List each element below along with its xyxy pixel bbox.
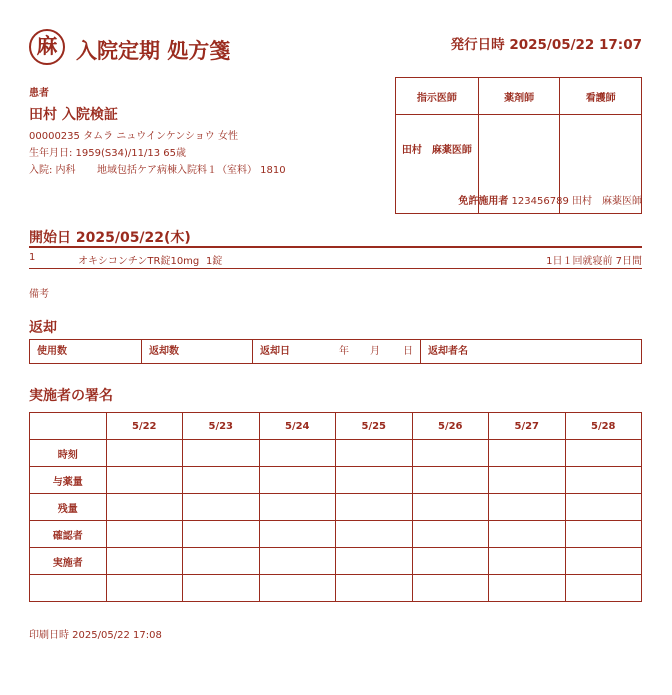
sig-cell [106, 521, 183, 548]
sig-cell [336, 440, 413, 467]
sig-cell [106, 467, 183, 494]
sig-cell [336, 494, 413, 521]
patient-birth-line: 生年月日: 1959(S34)/11/13 65歳 [29, 148, 186, 159]
sig-cell [183, 467, 260, 494]
sig-cell [259, 494, 336, 521]
sig-cell [336, 575, 413, 602]
sig-cell [412, 548, 489, 575]
sig-cell [489, 521, 566, 548]
signature-row-dose [30, 467, 642, 494]
used-count-cell [30, 340, 142, 363]
divider [29, 246, 642, 248]
sig-cell [106, 548, 183, 575]
sig-cell [565, 440, 642, 467]
signature-row-time [30, 440, 642, 467]
rx-drug: オキシコンチンTR錠10mg [78, 256, 200, 267]
sig-cell [336, 548, 413, 575]
sig-cell [489, 467, 566, 494]
sig-cell [183, 494, 260, 521]
sig-cell [259, 521, 336, 548]
row-label: 実施者 [30, 548, 107, 575]
sig-cell [259, 467, 336, 494]
row-label: 与薬量 [30, 467, 107, 494]
row-label: 確認者 [30, 521, 107, 548]
date-cell: 5/28 [565, 413, 642, 440]
sig-cell [336, 467, 413, 494]
printed-datetime: 印刷日時 2025/05/22 17:08 [29, 630, 162, 641]
return-title: 返却 [29, 320, 57, 336]
return-table [29, 339, 642, 364]
header-pharmacist: 薬剤師 [478, 78, 560, 115]
patient-label: 患者 [29, 88, 49, 99]
issued-label: 発行日時 [450, 37, 505, 53]
license-line [458, 192, 642, 207]
row-label: 残量 [30, 494, 107, 521]
used-count-label: 使用数 [37, 346, 67, 357]
corner-cell [30, 413, 107, 440]
divider [29, 268, 642, 269]
sig-cell [183, 548, 260, 575]
narcotic-stamp: 麻 [29, 29, 65, 65]
admission-dept: 入院: 内科 [29, 165, 76, 176]
remarks-label: 備考 [29, 289, 49, 300]
sig-cell [259, 440, 336, 467]
sig-cell [489, 575, 566, 602]
date-cell: 5/25 [336, 413, 413, 440]
sig-cell [412, 467, 489, 494]
year-label: 年 [339, 346, 349, 357]
sig-cell [259, 575, 336, 602]
returner-label: 返却者名 [428, 346, 468, 357]
date-cell: 5/23 [183, 413, 260, 440]
patient-name: 田村 入院検証 [29, 107, 118, 123]
sig-cell [336, 521, 413, 548]
start-date: 開始日 2025/05/22(木) [29, 230, 191, 246]
header-doctor: 指示医師 [396, 78, 479, 115]
issued-value: 2025/05/22 17:07 [509, 37, 642, 53]
admission-ward: 地域包括ケア病棟入院料１（室料） 1810 [97, 165, 286, 176]
sig-cell [565, 467, 642, 494]
day-label: 日 [403, 346, 413, 357]
row-label [30, 575, 107, 602]
sig-cell [412, 575, 489, 602]
returned-count-cell [142, 340, 253, 363]
doctor-name: 田村 麻薬医師 [396, 115, 479, 214]
signature-row-checker [30, 521, 642, 548]
date-cell: 5/27 [489, 413, 566, 440]
returned-count-label: 返却数 [149, 346, 179, 357]
sig-cell [489, 440, 566, 467]
sig-cell [183, 440, 260, 467]
signature-row-administrator [30, 548, 642, 575]
sig-cell [412, 494, 489, 521]
sig-cell [565, 494, 642, 521]
rx-usage: 1日１回就寝前 7日間 [546, 256, 642, 267]
sig-cell [106, 494, 183, 521]
rx-quantity: 1錠 [206, 256, 223, 267]
sig-cell [412, 440, 489, 467]
signature-row-blank [30, 575, 642, 602]
sig-cell [565, 548, 642, 575]
rx-number: 1 [29, 252, 36, 263]
signature-title: 実施者の署名 [29, 388, 113, 404]
sig-cell [183, 521, 260, 548]
sig-cell [489, 494, 566, 521]
signature-row-remaining [30, 494, 642, 521]
header-nurse: 看護師 [560, 78, 642, 115]
sig-cell [183, 575, 260, 602]
signature-table [29, 412, 642, 602]
license-label: 免許施用者 [458, 196, 509, 207]
issued-datetime [451, 33, 642, 53]
date-cell: 5/24 [259, 413, 336, 440]
return-date-label: 返却日 [260, 346, 290, 357]
sig-cell [106, 440, 183, 467]
document-title: 入院定期 処方箋 [76, 39, 231, 63]
row-label: 時刻 [30, 440, 107, 467]
sig-cell [489, 548, 566, 575]
sig-cell [565, 575, 642, 602]
sig-cell [565, 521, 642, 548]
sig-cell [106, 575, 183, 602]
returner-cell [421, 340, 641, 363]
date-cell: 5/26 [412, 413, 489, 440]
license-value: 123456789 田村 麻薬医師 [511, 196, 642, 207]
date-cell: 5/22 [106, 413, 183, 440]
return-date-cell [253, 340, 421, 363]
patient-id-line: 00000235 タムラ ニュウインケンショウ 女性 [29, 131, 238, 142]
month-label: 月 [370, 346, 380, 357]
sig-cell [259, 548, 336, 575]
signature-date-row [30, 413, 642, 440]
sig-cell [412, 521, 489, 548]
